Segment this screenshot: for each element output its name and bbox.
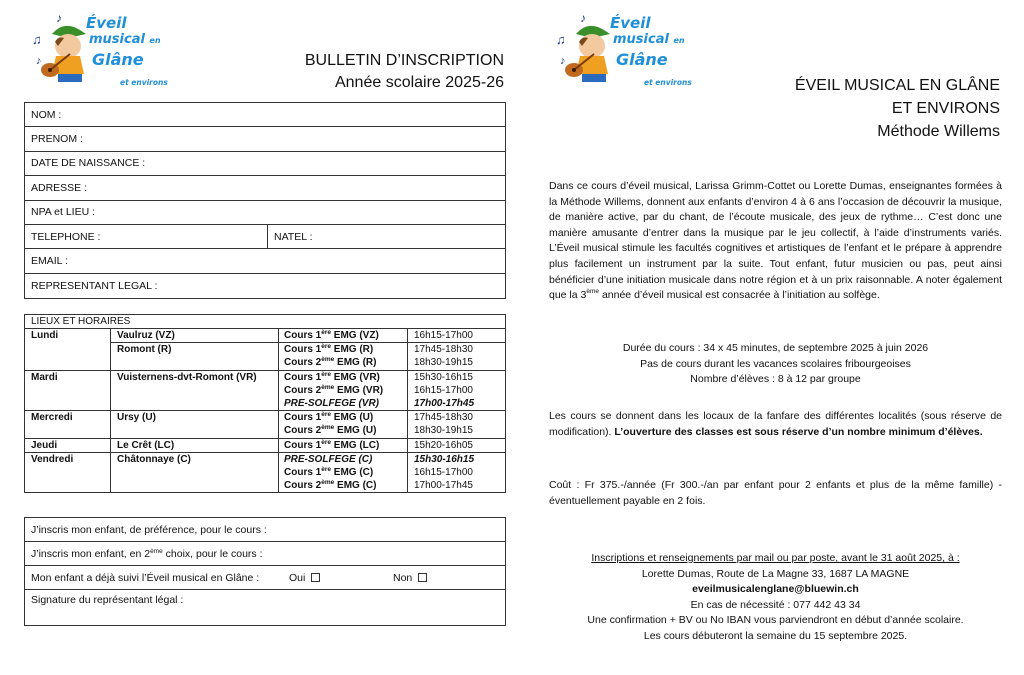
course-name: Cours 2ème EMG (R) xyxy=(279,356,408,369)
logo-line-2: musical en xyxy=(613,32,685,47)
schedule-course-row xyxy=(279,424,505,437)
schedule-day: Mercredi xyxy=(25,411,111,437)
schedule-course-row xyxy=(279,371,505,384)
schedule-course-row xyxy=(279,466,505,479)
course-time: 17h45-18h30 xyxy=(414,412,473,424)
course-time: 16h15-17h00 xyxy=(414,330,473,341)
schedule-day-block xyxy=(25,371,505,412)
field-choice-2-label: J’inscris mon enfant, en 2ème choix, pour le cours : xyxy=(31,547,263,560)
field-npa-lieu-label: NPA et LIEU : xyxy=(31,206,95,219)
schedule-day-block xyxy=(25,453,505,493)
schedule-table xyxy=(24,314,506,493)
field-choice-1-label: J’inscris mon enfant, de préférence, pour le cours : xyxy=(31,523,267,536)
oui-label: Oui xyxy=(289,571,306,584)
logo-line-1: Éveil xyxy=(86,14,127,32)
registration-info: Inscriptions et renseignements par mail ou par poste, avant le 31 août 2025, à : xyxy=(591,552,960,564)
already-attended-row xyxy=(25,566,505,590)
field-adresse[interactable] xyxy=(25,176,505,200)
logo-line-3: Glâne xyxy=(92,50,144,69)
field-date-naissance[interactable] xyxy=(25,152,505,176)
svg-text:♪: ♪ xyxy=(560,55,566,67)
phone-row xyxy=(25,225,505,249)
info-title-line-3: Méthode Willems xyxy=(877,123,1000,140)
field-email[interactable] xyxy=(25,249,505,273)
course-name: Cours 1ère EMG (R) xyxy=(279,343,408,356)
svg-text:♪: ♪ xyxy=(56,11,62,25)
course-name: Cours 2ème EMG (U) xyxy=(279,424,408,437)
schedule-day-block xyxy=(25,329,505,371)
non-label: Non xyxy=(393,571,413,584)
course-time: 17h00-17h45 xyxy=(414,480,473,492)
form-title-main: BULLETIN D’INSCRIPTION xyxy=(304,52,504,69)
logo xyxy=(552,8,702,93)
field-prenom-label: PRENOM : xyxy=(31,133,83,146)
field-date-naissance-label: DATE DE NAISSANCE : xyxy=(31,157,146,170)
field-signature-label: Signature du représentant légal : xyxy=(31,594,184,606)
course-name: Cours 2ème EMG (C) xyxy=(279,479,408,492)
logo-line-4: et environs xyxy=(120,78,168,87)
field-representant-label: REPRESENTANT LEGAL : xyxy=(31,279,158,292)
course-name: Cours 1ère EMG (C) xyxy=(279,466,408,479)
schedule-location: Ursy (U) xyxy=(111,411,279,437)
logo xyxy=(28,8,178,93)
field-prenom[interactable] xyxy=(25,127,505,151)
schedule-heading: LIEUX ET HORAIRES xyxy=(25,315,505,329)
course-time: 16h15-17h00 xyxy=(414,466,473,478)
info-title-line-2: ET ENVIRONS xyxy=(891,100,1000,117)
schedule-location: Châtonnaye (C) xyxy=(111,453,279,493)
course-name: Cours 1ère EMG (LC) xyxy=(279,439,408,452)
svg-text:♪: ♪ xyxy=(36,55,42,67)
schedule-location: Vaulruz (VZ) xyxy=(111,329,279,342)
field-telephone-label: TELEPHONE : xyxy=(31,230,101,243)
course-time: 17h00-17h45 xyxy=(414,397,475,409)
info-title-line-1: ÉVEIL MUSICAL EN GLÂNE xyxy=(794,77,1000,94)
field-npa-lieu[interactable] xyxy=(25,201,505,225)
schedule-day: Jeudi xyxy=(25,439,111,452)
schedule-location-row xyxy=(111,329,505,343)
choice-form xyxy=(24,517,506,626)
form-title xyxy=(305,50,504,94)
right-page xyxy=(512,0,1024,675)
schedule-course-row xyxy=(279,397,505,410)
schedule-course-row xyxy=(279,439,505,452)
field-nom[interactable] xyxy=(25,103,505,127)
confirmation-note: Une confirmation + BV ou No IBAN vous parviendront en début d’année scolaire. xyxy=(587,614,964,627)
schedule-course-row xyxy=(279,329,505,342)
logo-line-1: Éveil xyxy=(610,14,651,32)
schedule-course-row xyxy=(279,384,505,397)
contact-email-link[interactable]: eveilmusicalenglane@bluewin.ch xyxy=(692,583,859,596)
non-option[interactable] xyxy=(393,572,427,584)
schedule-location-row xyxy=(111,343,505,369)
course-name: PRE-SOLFEGE (VR) xyxy=(279,397,408,410)
course-time: 16h15-17h00 xyxy=(414,384,473,396)
field-email-label: EMAIL : xyxy=(31,255,68,268)
svg-text:♪: ♪ xyxy=(580,11,586,25)
schedule-course-row xyxy=(279,479,505,492)
schedule-course-row xyxy=(279,453,505,466)
schedule-course-row xyxy=(279,411,505,424)
course-name: Cours 2ème EMG (VR) xyxy=(279,384,408,397)
field-choice-1[interactable] xyxy=(25,518,505,542)
schedule-location-row xyxy=(111,411,505,437)
schedule-day: Lundi xyxy=(25,329,111,370)
schedule-location: Le Crêt (LC) xyxy=(111,439,279,452)
oui-option[interactable] xyxy=(289,572,393,584)
field-signature[interactable] xyxy=(25,590,505,625)
intro-paragraph: Dans ce cours d’éveil musical, Larissa Grimm-Cottet ou Lorette Dumas, enseignantes formées à la Méthode Willems, donnent aux enfants d’environ 4 à 6 ans l’occasion de découvrir la musique, de manière active, par du chant, de l’écoute musicale, des jeux de rythme… C’est donc une manière amusante d’entrer dans la musique par le jeu collectif, à l’aide d’instruments variés. L’Éveil musical stimule les facultés cognitives et artistiques de l’enfant et le prépare à apprendre plus facilement un instrument par la suite. Tout enfant, futur musicien ou pas, peut ainsi bénéficier d’une initiation musicale dans notre région et à un prix raisonnable. A noter également que la 3ème année d’éveil musical est consacrée à l’initiation au solfège. xyxy=(549,180,1002,302)
schedule-location: Romont (R) xyxy=(111,343,279,369)
field-telephone[interactable] xyxy=(25,225,268,248)
course-name: Cours 1ère EMG (VR) xyxy=(279,371,408,384)
course-time: 15h30-16h15 xyxy=(414,371,473,383)
field-natel-label: NATEL : xyxy=(274,230,313,243)
field-nom-label: NOM : xyxy=(31,108,62,121)
schedule-day: Mardi xyxy=(25,371,111,411)
course-time: 17h45-18h30 xyxy=(414,344,473,356)
schedule-course-row xyxy=(279,356,505,369)
already-attended-label: Mon enfant a déjà suivi l’Éveil musical en Glâne : xyxy=(31,571,260,584)
course-time: 15h20-16h05 xyxy=(414,439,473,451)
course-holidays: Pas de cours durant les vacances scolaires fribourgeoises xyxy=(640,357,911,370)
schedule-location-row xyxy=(111,371,505,411)
course-group-size: Nombre d’élèves : 8 à 12 par groupe xyxy=(690,373,861,386)
form-title-year: Année scolaire 2025-26 xyxy=(334,74,504,91)
course-duration: Durée du cours : 34 x 45 minutes, de septembre 2025 à juin 2026 xyxy=(622,342,929,354)
schedule-location-row xyxy=(111,439,505,452)
postal-address: Lorette Dumas, Route de La Magne 33, 1687 LA MAGNE xyxy=(641,567,910,580)
logo-line-3: Glâne xyxy=(616,50,668,69)
schedule-course-row xyxy=(279,343,505,356)
identity-form xyxy=(24,102,506,299)
course-name: Cours 1ère EMG (U) xyxy=(279,411,408,424)
schedule-location: Vuisternens-dvt-Romont (VR) xyxy=(111,371,279,411)
start-date-note: Les cours débuteront la semaine du 15 septembre 2025. xyxy=(643,629,908,642)
contact-block xyxy=(549,551,1002,645)
course-time: 18h30-19h15 xyxy=(414,357,473,369)
field-natel[interactable] xyxy=(268,225,313,248)
course-name: PRE-SOLFEGE (C) xyxy=(279,453,408,466)
field-adresse-label: ADRESSE : xyxy=(31,181,88,194)
logo-line-2: musical en xyxy=(89,32,161,47)
course-time: 18h30-19h15 xyxy=(414,425,473,437)
schedule-day: Vendredi xyxy=(25,453,111,493)
venue-paragraph: Les cours se donnent dans les locaux de la fanfare des différentes localités (sous réserve de modification). L’ouverture des classes est sous réserve d’un nombre minimum d’élèves. xyxy=(549,410,1002,438)
info-title xyxy=(795,74,1000,143)
contact-phone: En cas de nécessité : 077 442 43 34 xyxy=(690,598,861,611)
schedule-day-block xyxy=(25,439,505,453)
non-checkbox[interactable] xyxy=(418,573,427,582)
field-choice-2[interactable] xyxy=(25,542,505,566)
field-representant[interactable] xyxy=(25,274,505,298)
course-time: 15h30-16h15 xyxy=(414,453,475,465)
schedule-location-row xyxy=(111,453,505,493)
schedule-day-block xyxy=(25,411,505,438)
cost-paragraph: Coût : Fr 375.-/année (Fr 300.-/an par enfant pour 2 enfants et plus de la même famille) - éventuellement payable en 2 fois. xyxy=(549,479,1002,507)
logo-line-4: et environs xyxy=(644,78,692,87)
svg-text:♫: ♫ xyxy=(556,32,566,47)
venue-minimum-note: L’ouverture des classes est sous réserve d’un nombre minimum d’élèves. xyxy=(614,425,983,438)
svg-text:♫: ♫ xyxy=(32,32,42,47)
course-details xyxy=(549,341,1002,388)
oui-checkbox[interactable] xyxy=(311,573,320,582)
course-name: Cours 1ère EMG (VZ) xyxy=(279,329,408,342)
